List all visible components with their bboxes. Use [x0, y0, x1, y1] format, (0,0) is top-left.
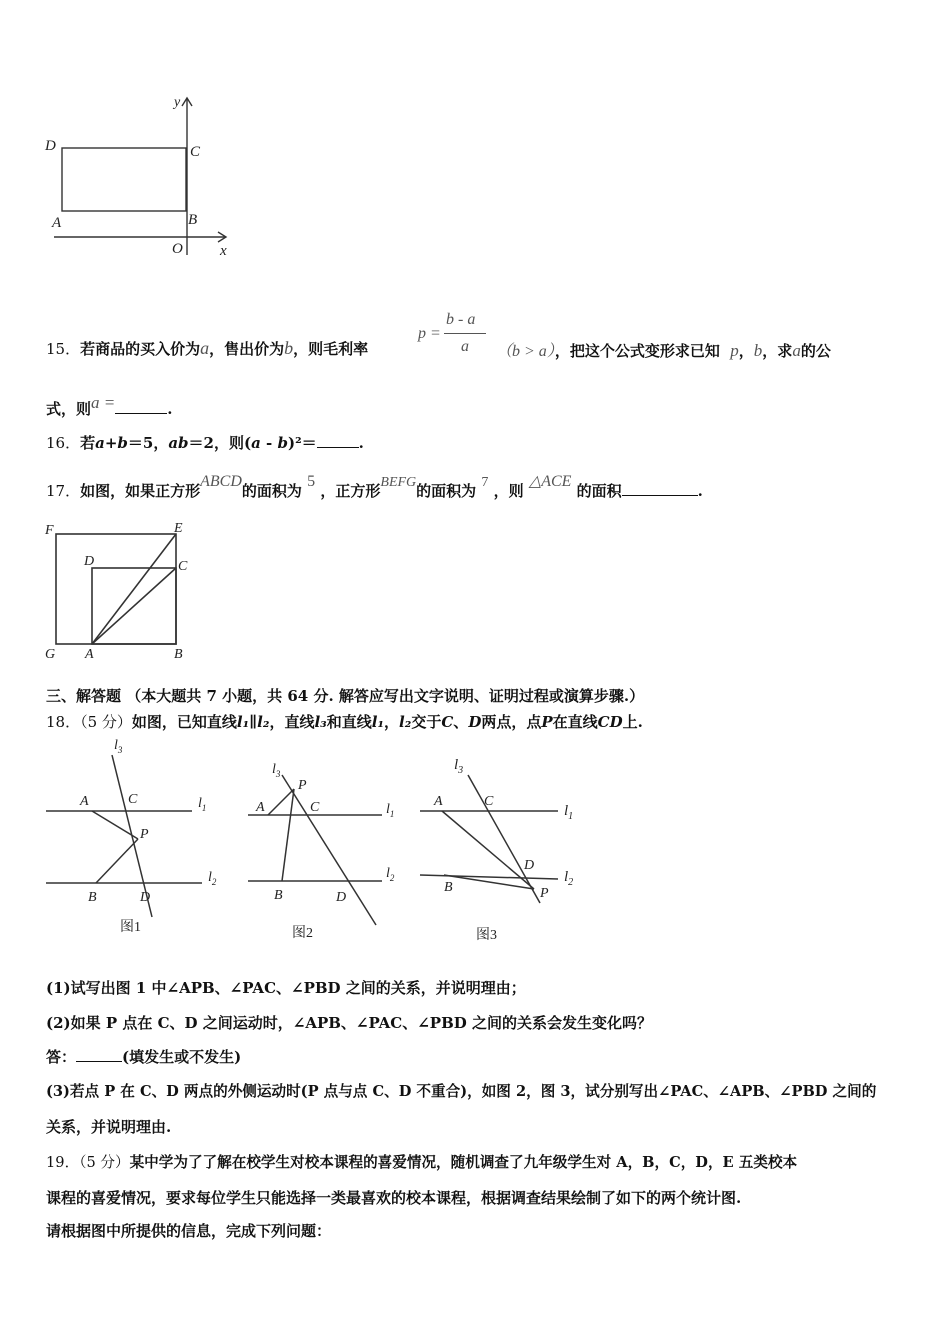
q18-score: （5 分） — [80, 713, 132, 731]
q16-answer-blank[interactable] — [317, 433, 359, 448]
label-a: A — [52, 215, 62, 231]
q16-expr-1: a+b — [95, 434, 128, 452]
q15-condition: （b > a） — [496, 343, 555, 360]
q15-text-3: ，则毛利率 — [293, 340, 369, 358]
label-y: y — [174, 95, 181, 110]
q18-text-2: ，直线 — [269, 713, 315, 731]
q18-text-7: 上. — [622, 713, 643, 731]
q18-p: P — [541, 713, 553, 731]
fig3-line-l2 — [420, 875, 558, 879]
q18-text-6: 在直线 — [552, 713, 598, 731]
q18-text-3: 和直线 — [326, 713, 372, 731]
q15-fraction-denominator: a — [461, 338, 469, 355]
fig1-label-d: D — [140, 890, 151, 905]
q15-var-a: a — [200, 338, 210, 358]
q18-text: 如图，已知直线 — [131, 713, 237, 731]
label-e: E — [174, 521, 183, 536]
q15-fraction-bar — [444, 333, 486, 334]
fig2-label-l1: $l_1$ — [386, 802, 395, 819]
q15-comma: ， — [738, 342, 754, 360]
label-g: G — [45, 647, 56, 662]
segment-ac — [92, 568, 176, 644]
q18-comma: ， — [384, 713, 400, 731]
q17-math-5: 5 — [307, 473, 316, 490]
q16-expr-3: a — [251, 434, 261, 452]
q15-number: 15． — [46, 340, 81, 358]
question-19-line-1 — [46, 1151, 797, 1172]
question-16 — [46, 432, 364, 453]
fig3-label-b: B — [444, 880, 453, 895]
q18-part-3-line-2: 关系，并说明理由. — [46, 1118, 172, 1136]
q19-number: 19． — [46, 1154, 80, 1171]
q15-answer-blank[interactable] — [115, 399, 167, 414]
q15-var-p: p — [730, 341, 739, 360]
figure-q18-diagrams — [40, 735, 600, 950]
q15-text-5: ，求 — [762, 342, 793, 360]
fig1-segment-pb — [96, 839, 138, 883]
section-3-title: 三、解答题 — [46, 687, 122, 705]
fig1-label-l3: $l_3$ — [114, 738, 123, 755]
fig2-label-l2: $l_2$ — [386, 866, 395, 883]
fig3-label-c: C — [484, 794, 494, 809]
fig2-segment-ap — [268, 789, 294, 815]
q15-var-b: b — [284, 338, 294, 358]
q18-l2b: l₂ — [399, 713, 412, 731]
figure-1 — [46, 738, 217, 917]
fig2-label-a: A — [256, 800, 265, 815]
q18-d: D — [468, 713, 482, 731]
figure-3 — [420, 757, 573, 903]
question-15 — [46, 338, 368, 359]
label-a: A — [85, 647, 94, 662]
q18-l3: l₃ — [314, 713, 327, 731]
figure-2 — [248, 762, 395, 925]
q17-text-4: 的面积为 — [416, 482, 477, 500]
q15-line2-end: . — [167, 400, 173, 418]
label-d: D — [84, 554, 95, 569]
q18-text-5: 两点，点 — [481, 713, 542, 731]
q17-number: 17． — [46, 482, 81, 500]
q17-text: 如图，如果正方形 — [80, 482, 201, 500]
fig2-segment-pb — [282, 789, 294, 881]
q15-var-a2: a — [792, 341, 801, 360]
q17-math-triangle: △ACE — [528, 473, 572, 490]
q18-l1: l₁ — [236, 713, 250, 731]
q18-number: 18． — [46, 713, 81, 731]
rectangle-abcd — [62, 148, 186, 211]
label-f: F — [45, 523, 54, 538]
q16-expr-2: ab — [168, 434, 189, 452]
q18-part-3-line-1: (3)若点 P 在 C、D 两点的外侧运动时(P 点与点 C、D 不重合)，如图 2，图 3，试分别写出∠PAC、∠APB、∠PBD 之间的 — [46, 1083, 877, 1100]
fig3-label-l1: $l_1$ — [564, 803, 574, 822]
q18-answer-blank[interactable] — [76, 1047, 122, 1062]
fig2-line-l3 — [282, 775, 376, 925]
fig3-label-l3: $l_3$ — [454, 757, 464, 776]
q16-text-3: ＝2，则( — [188, 434, 252, 452]
q18-part-2-answer — [46, 1046, 241, 1067]
q15-line2-var: a = — [91, 393, 116, 412]
label-o: O — [172, 241, 183, 257]
q19-score: （5 分） — [79, 1154, 130, 1171]
segment-ae — [92, 534, 176, 644]
q15-continuation — [496, 338, 831, 361]
q17-text-2: 的面积为 — [241, 482, 302, 500]
question-19-line-2: 课程的喜爱情况，要求每位学生只能选择一类最喜欢的校本课程，根据调查结果绘制了如下的两个统计图. — [46, 1189, 742, 1207]
q18-part-2: (2)如果 P 点在 C、D 之间运动时，∠APB、∠PAC、∠PBD 之间的关系会发生变化吗？ — [46, 1014, 653, 1032]
question-17 — [46, 473, 703, 501]
q17-end: . — [697, 482, 703, 500]
fig1-label-l1: $l_1$ — [198, 796, 207, 813]
q16-end: . — [358, 434, 364, 452]
caption-fig3: 图3 — [476, 928, 497, 943]
q15-fraction-numerator: b - a — [446, 311, 476, 328]
fig3-label-d: D — [524, 858, 535, 873]
q16-number: 16． — [46, 434, 81, 452]
fig1-label-l2: $l_2$ — [208, 870, 217, 887]
fig1-label-a: A — [80, 794, 89, 809]
q15-text-6: 的公 — [800, 342, 831, 360]
label-b: B — [188, 212, 198, 228]
q16-text-5: )²＝ — [288, 434, 317, 452]
q17-math-abcd: ABCD — [200, 473, 242, 490]
q15-text: 若商品的买入价为 — [80, 340, 201, 358]
fig3-label-p: P — [540, 886, 549, 901]
label-c: C — [178, 559, 188, 574]
section-3-header — [46, 685, 644, 706]
q16-expr-4: b — [277, 434, 288, 452]
question-19-line-3: 请根据图中所提供的信息，完成下列问题： — [46, 1222, 332, 1240]
q15-var-b2: b — [753, 341, 763, 360]
q16-text-2: ＝5， — [127, 434, 169, 452]
label-b: B — [174, 647, 183, 662]
figure-q14-rectangle — [40, 90, 250, 265]
label-d: D — [45, 138, 56, 154]
fig2-label-d: D — [336, 890, 347, 905]
q18-c: C — [441, 713, 454, 731]
fig1-label-p: P — [140, 827, 149, 842]
q16-text-4: - — [260, 434, 278, 452]
square-befg — [56, 534, 176, 644]
q16-text: 若 — [80, 434, 96, 452]
fig1-label-c: C — [128, 792, 138, 807]
fig1-label-b: B — [88, 890, 97, 905]
q18-cd: CD — [597, 713, 623, 731]
q15-text-4: ，把这个公式变形求已知 — [554, 342, 720, 360]
caption-fig1: 图1 — [120, 920, 141, 935]
q17-text-6: 的面积 — [576, 482, 622, 500]
q17-math-befg: BEFG — [380, 475, 417, 490]
fig2-label-b: B — [274, 888, 283, 903]
q15-line2-text: 式，则 — [46, 400, 92, 418]
q19-text-1: 某中学为了了解在校学生对校本课程的喜爱情况，随机调查了九年级学生对 A，B，C，D，E 五类校本 — [129, 1154, 798, 1171]
q18-sep: 、 — [453, 713, 469, 731]
fig3-label-l2: $l_2$ — [564, 869, 574, 888]
caption-fig2: 图2 — [292, 926, 313, 941]
q18-part-1: (1)试写出图 1 中∠APB、∠PAC、∠PBD 之间的关系，并说明理由； — [46, 979, 526, 997]
q15-text-2: ，售出价为 — [209, 340, 285, 358]
q18-l1b: l₁ — [371, 713, 385, 731]
label-c: C — [190, 144, 201, 160]
q17-math-7: 7 — [481, 475, 489, 490]
label-x: x — [220, 243, 227, 259]
q18-answer-tail: (填发生或不发生) — [122, 1048, 242, 1066]
fig2-label-p: P — [298, 778, 307, 793]
fig1-segment-ap — [92, 811, 138, 839]
q17-answer-blank[interactable] — [622, 481, 698, 496]
q15-line-2 — [46, 393, 173, 419]
q15-p-equals: p = — [418, 325, 441, 342]
q17-text-5: ，则 — [493, 482, 524, 500]
figure-q17-squares — [40, 518, 200, 663]
section-3-note: （本大题共 7 小题，共 64 分. 解答应写出文字说明、证明过程或演算步骤.） — [126, 687, 645, 705]
q17-text-3: ，正方形 — [320, 482, 381, 500]
q18-parallel: ∥ — [249, 713, 258, 731]
q18-answer-label: 答： — [46, 1048, 77, 1066]
q18-text-4: 交于 — [411, 713, 442, 731]
fig3-label-a: A — [434, 794, 443, 809]
fig2-label-c: C — [310, 800, 320, 815]
question-18 — [46, 711, 643, 732]
q18-l2: l₂ — [257, 713, 270, 731]
fig2-label-l3: $l_3$ — [272, 762, 281, 779]
